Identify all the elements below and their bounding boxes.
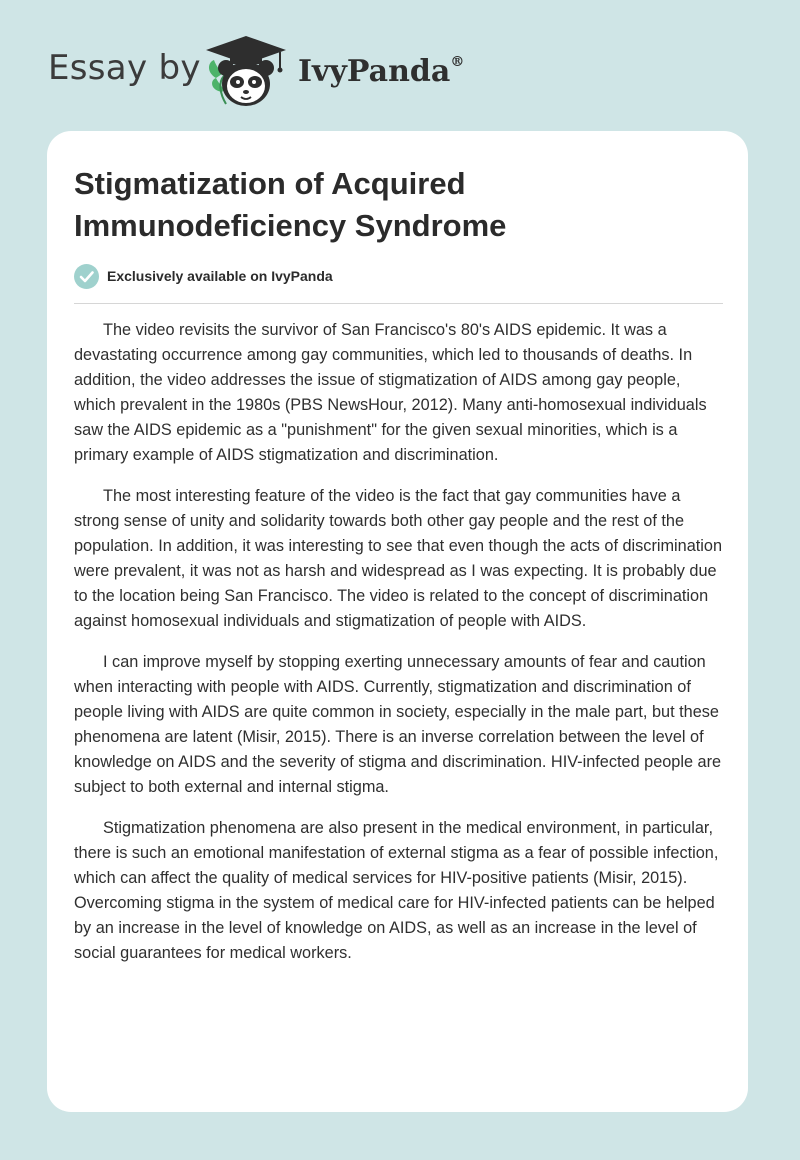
exclusive-badge-text: Exclusively available on IvyPanda [107,268,333,284]
brand-name: IvyPanda® [298,54,465,89]
brand-header[interactable] [48,30,528,110]
divider [74,303,723,304]
check-circle-icon [74,264,99,289]
panda-graduate-logo-icon [202,34,290,110]
essay-paragraph: The most interesting feature of the video is the fact that gay communities have a strong sense of unity and solidarity towards both other gay people and the rest of the population. In addition, it was interesting to see that even though the acts of discrimination were prevalent, it was not as harsh and widespread as I was expecting. It is probably due to the location being San Francisco. The video is related to the concept of discrimination against homosexual individuals and stigmatization of people with AIDS. [74,487,723,630]
essay-title: Stigmatization of Acquired Immunodeficiency Syndrome [74,166,507,243]
registered-mark: ® [450,54,465,70]
essay-card [47,131,748,1112]
exclusive-badge [74,263,333,289]
essay-paragraph: The video revisits the survivor of San Francisco's 80's AIDS epidemic. It was a devastating occurrence among gay communities, which led to thousands of deaths. In addition, the video addresses the issue of stigmatization of AIDS among gay people, which prevalent in the 1980s (PBS NewsHour, 2012). Many anti-homosexual individuals saw the AIDS epidemic as a "punishment" for the given sexual minorities, which is a primary example of AIDS stigmatization and discrimination. [74,321,707,464]
essay-by-label: Essay by [48,48,201,88]
essay-paragraph: Stigmatization phenomena are also present in the medical environment, in particular, there is such an emotional manifestation of external stigma as a fear of possible infection, which can affect the quality of medical services for HIV-positive patients (Misir, 2015). Overcoming stigma in the system of medical care for HIV-infected patients can be helped by an increase in the level of knowledge on AIDS, as well as an increase in the level of social guarantees for medical workers. [74,819,719,962]
essay-body [74,318,724,982]
essay-paragraph: I can improve myself by stopping exerting unnecessary amounts of fear and caution when interacting with people with AIDS. Currently, stigmatization and discrimination of people living with AIDS are quite common in society, especially in the male part, but these phenomena are latent (Misir, 2015). There is an inverse correlation between the level of knowledge on AIDS and the severity of stigma and discrimination. HIV-infected people are subject to both external and internal stigma. [74,653,722,796]
